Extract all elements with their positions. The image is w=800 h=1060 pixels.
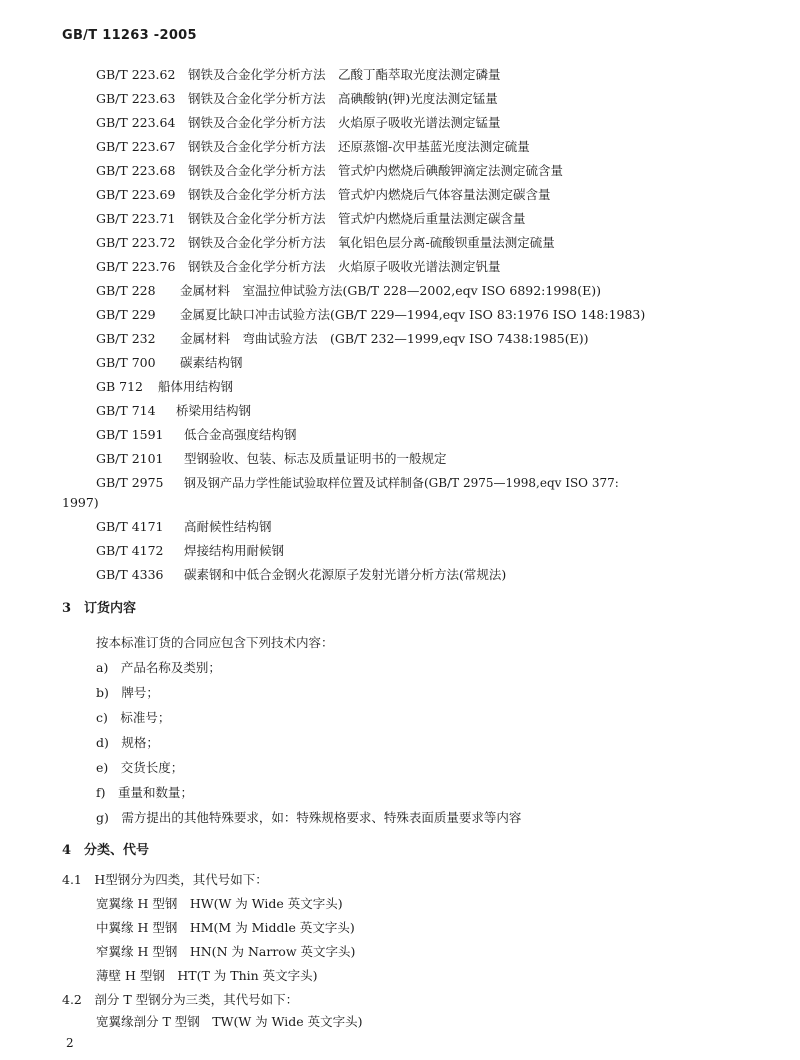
reference-title: 钢及钢产品力学性能试验取样位置及试样制备(GB/T 2975—1998,eqv ISO 377: (184, 476, 619, 490)
reference-item (96, 163, 563, 179)
clause-4-2: 4.2 剖分 T 型钢分为三类，其代号如下： (62, 992, 299, 1007)
h-beam-class: 宽翼缘 H 型钢 HW(W 为 Wide 英文字头) (96, 896, 343, 911)
order-item: a) 产品名称及类别； (96, 660, 221, 675)
reference-title: 钢铁及合金化学分析方法 还原蒸馏-次甲基蓝光度法测定硫量 (188, 139, 530, 154)
h-beam-class: 窄翼缘 H 型钢 HN(N 为 Narrow 英文字头) (96, 944, 356, 959)
reference-title: 钢铁及合金化学分析方法 乙酸丁酯萃取光度法测定磷量 (188, 67, 501, 82)
reference-item (96, 475, 619, 491)
reference-title: 钢铁及合金化学分析方法 管式炉内燃烧后重量法测定碳含量 (188, 211, 526, 226)
reference-code: GB/T 714 (96, 403, 156, 418)
standard-number-header: GB/T 11263 -2005 (62, 28, 197, 43)
reference-item (96, 379, 233, 395)
order-item: g) 需方提出的其他特殊要求，如：特殊规格要求、特殊表面质量要求等内容 (96, 810, 522, 825)
t-beam-class: 宽翼缘剖分 T 型钢 TW(W 为 Wide 英文字头) (96, 1014, 363, 1029)
reference-item (96, 115, 501, 131)
reference-title: 钢铁及合金化学分析方法 管式炉内燃烧后碘酸钾滴定法测定硫含量 (188, 163, 564, 178)
reference-code: GB/T 223.67 (96, 139, 176, 154)
order-item: d) 规格； (96, 735, 159, 750)
reference-code: GB/T 223.68 (96, 163, 176, 178)
reference-item (96, 91, 498, 107)
reference-title: 型钢验收、包装、标志及质量证明书的一般规定 (184, 451, 447, 466)
h-beam-class: 薄壁 H 型钢 HT(T 为 Thin 英文字头) (96, 968, 318, 983)
reference-code: GB/T 700 (96, 355, 156, 370)
reference-code: GB/T 223.64 (96, 115, 176, 130)
reference-code: GB/T 2975 (96, 475, 164, 490)
reference-title: 金属材料 弯曲试验方法 (GB/T 232—1999,eqv ISO 7438:1985(E)) (180, 331, 589, 346)
reference-code: GB 712 (96, 379, 144, 394)
reference-code: GB/T 223.76 (96, 259, 176, 274)
reference-title: 钢铁及合金化学分析方法 高碘酸钠(钾)光度法测定锰量 (188, 91, 498, 106)
reference-continuation: 1997) (62, 495, 99, 510)
reference-code: GB/T 223.62 (96, 67, 176, 82)
section-3-intro: 按本标准订货的合同应包含下列技术内容： (96, 635, 334, 650)
reference-item (96, 139, 530, 155)
reference-code: GB/T 223.63 (96, 91, 176, 106)
reference-title: 钢铁及合金化学分析方法 火焰原子吸收光谱法测定锰量 (188, 115, 501, 130)
reference-code: GB/T 4336 (96, 567, 164, 582)
reference-item (96, 307, 645, 323)
order-item: f) 重量和数量； (96, 785, 194, 800)
order-item: b) 牌号； (96, 685, 159, 700)
reference-item (96, 451, 447, 467)
reference-code: GB/T 223.71 (96, 211, 176, 226)
reference-title: 金属材料 室温拉伸试验方法(GB/T 228—2002,eqv ISO 6892:1998(E)) (180, 283, 601, 298)
reference-item (96, 187, 551, 203)
reference-item (96, 331, 588, 347)
reference-title: 钢铁及合金化学分析方法 氧化铝色层分离-硫酸钡重量法测定硫量 (188, 235, 555, 250)
reference-item (96, 355, 243, 371)
reference-code: GB/T 229 (96, 307, 156, 322)
reference-title: 低合金高强度结构钢 (184, 427, 297, 442)
reference-item (96, 519, 272, 535)
reference-title: 高耐候性结构钢 (184, 519, 272, 534)
reference-code: GB/T 223.72 (96, 235, 176, 250)
reference-item (96, 259, 501, 275)
reference-item (96, 567, 506, 583)
page-number: 2 (66, 1036, 74, 1050)
reference-item (96, 67, 501, 83)
h-beam-class: 中翼缘 H 型钢 HM(M 为 Middle 英文字头) (96, 920, 355, 935)
section-3-heading: 3 订货内容 (62, 601, 137, 616)
order-item: c) 标准号； (96, 710, 171, 725)
reference-title: 桥梁用结构钢 (176, 403, 252, 418)
reference-code: GB/T 4172 (96, 543, 164, 558)
reference-item (96, 543, 284, 559)
reference-title: 碳素钢和中低合金钢火花源原子发射光谱分析方法(常规法) (184, 567, 507, 582)
section-4-heading: 4 分类、代号 (62, 843, 150, 858)
reference-item (96, 235, 555, 251)
reference-title: 钢铁及合金化学分析方法 管式炉内燃烧后气体容量法测定碳含量 (188, 187, 551, 202)
reference-code: GB/T 1591 (96, 427, 164, 442)
reference-code: GB/T 4171 (96, 519, 164, 534)
reference-code: GB/T 2101 (96, 451, 164, 466)
reference-title: 金属夏比缺口冲击试验方法(GB/T 229—1994,eqv ISO 83:1976 ISO 148:1983) (180, 307, 646, 322)
reference-title: 焊接结构用耐候钢 (184, 543, 285, 558)
reference-item (96, 427, 297, 443)
reference-code: GB/T 223.69 (96, 187, 176, 202)
reference-title: 钢铁及合金化学分析方法 火焰原子吸收光谱法测定钒量 (188, 259, 501, 274)
reference-item (96, 283, 601, 299)
reference-title: 船体用结构钢 (158, 379, 234, 394)
clause-4-1: 4.1 H型钢分为四类，其代号如下： (62, 872, 268, 887)
reference-title: 碳素结构钢 (180, 355, 243, 370)
order-item: e) 交货长度； (96, 760, 184, 775)
reference-item (96, 211, 526, 227)
reference-item (96, 403, 251, 419)
reference-code: GB/T 232 (96, 331, 156, 346)
reference-code: GB/T 228 (96, 283, 156, 298)
